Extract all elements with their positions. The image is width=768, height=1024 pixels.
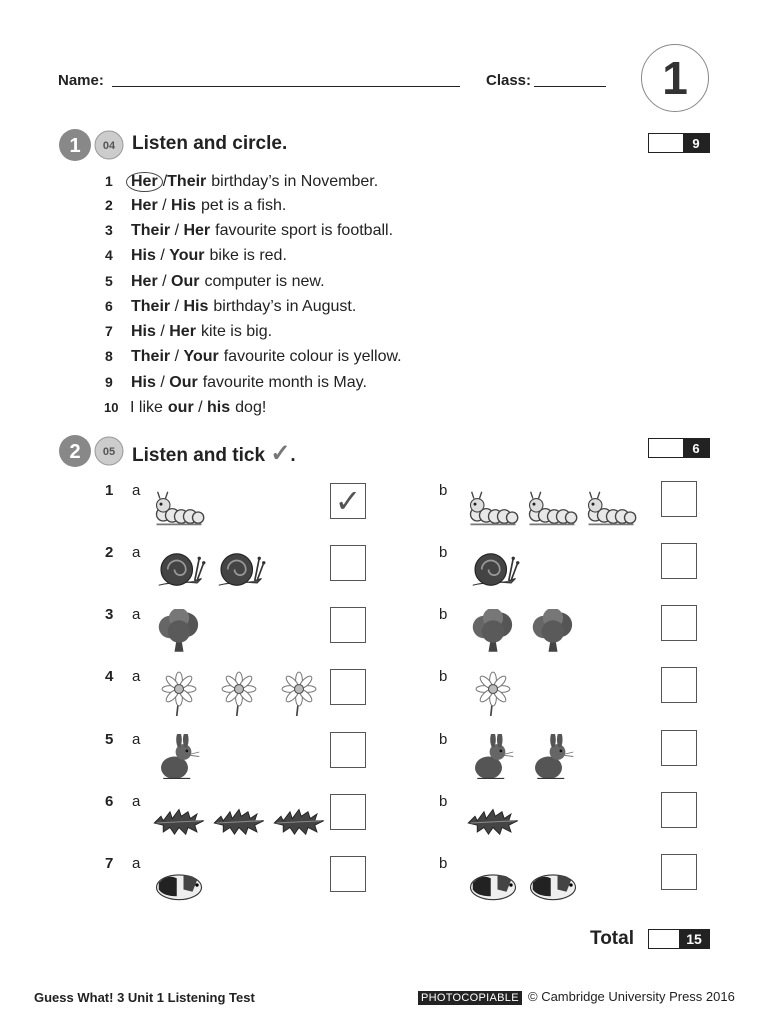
- photocopiable-badge: PHOTOCOPIABLE: [418, 991, 522, 1005]
- caterpillar-icon: [152, 485, 206, 530]
- tick-box-b[interactable]: [661, 481, 697, 517]
- sentence-number: 4: [105, 247, 113, 263]
- tick-box-a[interactable]: [330, 856, 366, 892]
- exercise-2-number: 2: [69, 441, 81, 463]
- option-a-label: a: [132, 731, 141, 748]
- rabbit-icon: [152, 734, 206, 779]
- option-word-1[interactable]: Her: [131, 197, 158, 214]
- sentence-item: [105, 222, 393, 240]
- exercise-2-badge: [58, 434, 126, 468]
- option-word-1[interactable]: His: [131, 323, 156, 340]
- exercise-2-title: Listen and tick: [132, 445, 266, 466]
- tick-box-a[interactable]: [330, 794, 366, 830]
- option-word-1[interactable]: Their: [131, 348, 171, 365]
- exercise-1-badge: [58, 128, 126, 162]
- option-word-1[interactable]: Her: [131, 273, 158, 290]
- option-b-label: b: [439, 544, 448, 561]
- guinea-pig-icon: [152, 858, 206, 903]
- sentence-item: [105, 273, 325, 291]
- leaf-icon: [272, 796, 326, 841]
- row-number: 2: [105, 544, 114, 561]
- option-b-label: b: [439, 855, 448, 872]
- tick-box-b[interactable]: [661, 730, 697, 766]
- exercise-1-title: Listen and circle.: [132, 133, 288, 154]
- tick-box-a[interactable]: [330, 483, 366, 519]
- sentence-item: [105, 348, 402, 366]
- rabbit-icon: [466, 734, 520, 779]
- row-number: 4: [105, 668, 114, 685]
- sentence-number: 3: [105, 222, 113, 238]
- unit-number: 1: [641, 44, 709, 112]
- option-b-label: b: [439, 482, 448, 499]
- sentence-rest: computer is new.: [204, 273, 325, 290]
- exercise-2-track: 05: [102, 446, 116, 458]
- exercise-2-score: 6: [683, 439, 709, 457]
- separator: /: [157, 273, 172, 290]
- sentence-item: [105, 172, 378, 192]
- sentence-rest: pet is a fish.: [200, 197, 287, 214]
- snail-icon: [466, 547, 520, 592]
- tick-box-a[interactable]: [330, 732, 366, 768]
- tick-box-b[interactable]: [661, 605, 697, 641]
- tree-icon: [152, 609, 206, 654]
- option-a-label: a: [132, 544, 141, 561]
- option-word-2[interactable]: Our: [169, 374, 198, 391]
- leaf-icon: [212, 796, 266, 841]
- option-b-label: b: [439, 668, 448, 685]
- row-number: 5: [105, 731, 114, 748]
- sentence-item: [105, 323, 272, 341]
- sentence-item: [105, 298, 356, 316]
- caterpillar-icon: [466, 485, 520, 530]
- sentence-start: I like: [130, 399, 163, 416]
- option-word-2[interactable]: His: [171, 197, 196, 214]
- sentence-item: [105, 247, 287, 265]
- tick-box-b[interactable]: [661, 667, 697, 703]
- option-a-label: a: [132, 606, 141, 623]
- option-word-1[interactable]: His: [131, 374, 156, 391]
- exercise-2-score-box: [648, 438, 710, 458]
- checkmark-icon: ✓: [334, 483, 362, 519]
- class-field[interactable]: [534, 86, 606, 87]
- rabbit-icon: [526, 734, 580, 779]
- leaf-icon: [152, 796, 206, 841]
- tick-box-b[interactable]: [661, 854, 697, 890]
- option-word-2[interactable]: Your: [169, 247, 205, 264]
- total-score: 15: [679, 930, 709, 948]
- flower-icon: [272, 671, 326, 716]
- option-word-2[interactable]: Your: [183, 348, 219, 365]
- sentence-number: 8: [105, 348, 113, 364]
- option-word-2[interactable]: Her: [169, 323, 196, 340]
- tick-mark-icon: ✓: [270, 440, 291, 467]
- sentence-item: [105, 197, 286, 215]
- name-label: Name:: [58, 72, 104, 89]
- sentence-rest: dog!: [235, 399, 267, 416]
- flower-icon: [152, 671, 206, 716]
- sentence-item: [104, 399, 266, 417]
- tick-box-a[interactable]: [330, 607, 366, 643]
- sentence-rest: favourite colour is yellow.: [223, 348, 402, 365]
- option-a-label: a: [132, 668, 141, 685]
- tick-box-a[interactable]: [330, 545, 366, 581]
- exercise-1-number: 1: [69, 135, 81, 157]
- option-word-1[interactable]: His: [131, 247, 156, 264]
- option-word-2[interactable]: His: [183, 298, 209, 315]
- sentence-rest: bike is red.: [209, 247, 287, 264]
- total-label: Total: [590, 928, 634, 949]
- option-word-2[interactable]: his: [207, 399, 231, 416]
- option-b-label: b: [439, 793, 448, 810]
- separator: /: [193, 399, 208, 416]
- option-word-1[interactable]: Her: [126, 172, 163, 192]
- sentence-item: [105, 374, 367, 392]
- sentence-number: 6: [105, 298, 113, 314]
- sentence-rest: favourite sport is football.: [215, 222, 394, 239]
- sentence-number: 5: [105, 273, 113, 289]
- separator: /: [162, 173, 168, 190]
- row-number: 7: [105, 855, 114, 872]
- option-word-2[interactable]: Their: [167, 173, 207, 190]
- option-word-2[interactable]: Our: [171, 273, 200, 290]
- tick-box-b[interactable]: [661, 792, 697, 828]
- option-word-1[interactable]: Their: [131, 222, 171, 239]
- copyright: © Cambridge University Press 2016: [528, 989, 735, 1004]
- tree-icon: [466, 609, 520, 654]
- option-word-1[interactable]: our: [167, 399, 194, 416]
- tree-icon: [526, 609, 580, 654]
- separator: /: [157, 197, 172, 214]
- option-a-label: a: [132, 855, 141, 872]
- exercise-1-track: 04: [102, 140, 116, 152]
- row-number: 3: [105, 606, 114, 623]
- option-a-label: a: [132, 482, 141, 499]
- sentence-number: 9: [105, 374, 113, 390]
- sentence-number: 7: [105, 323, 113, 339]
- snail-icon: [212, 547, 266, 592]
- sentence-rest: birthday’s in November.: [211, 173, 379, 190]
- sentence-rest: favourite month is May.: [202, 374, 367, 391]
- total-score-box: [648, 929, 710, 949]
- option-b-label: b: [439, 606, 448, 623]
- caterpillar-icon: [584, 485, 638, 530]
- option-word-1[interactable]: Their: [131, 298, 171, 315]
- guinea-pig-icon: [526, 858, 580, 903]
- sentence-rest: kite is big.: [200, 323, 273, 340]
- separator: /: [155, 374, 170, 391]
- option-a-label: a: [132, 793, 141, 810]
- tick-box-a[interactable]: [330, 669, 366, 705]
- separator: /: [170, 348, 184, 365]
- option-b-label: b: [439, 731, 448, 748]
- exercise-1-score-box: [648, 133, 710, 153]
- guinea-pig-icon: [466, 858, 520, 903]
- exercise-2-title-end: .: [290, 445, 296, 466]
- separator: /: [155, 247, 170, 264]
- row-number: 6: [105, 793, 114, 810]
- leaf-icon: [466, 796, 520, 841]
- snail-icon: [152, 547, 206, 592]
- tick-box-b[interactable]: [661, 543, 697, 579]
- name-field[interactable]: [112, 86, 460, 87]
- sentence-rest: birthday’s in August.: [213, 298, 357, 315]
- separator: /: [170, 298, 184, 315]
- flower-icon: [212, 671, 266, 716]
- exercise-1-score: 9: [683, 134, 709, 152]
- sentence-number: 10: [104, 400, 119, 415]
- separator: /: [155, 323, 170, 340]
- exercise-2-title-wrap: [132, 439, 296, 468]
- sentence-number: 1: [105, 173, 113, 189]
- caterpillar-icon: [525, 485, 579, 530]
- row-number: 1: [105, 482, 114, 499]
- flower-icon: [466, 671, 520, 716]
- class-label: Class:: [486, 72, 532, 89]
- option-word-2[interactable]: Her: [183, 222, 211, 239]
- footer-title: Guess What! 3 Unit 1 Listening Test: [34, 990, 255, 1005]
- separator: /: [170, 222, 184, 239]
- sentence-number: 2: [105, 197, 113, 213]
